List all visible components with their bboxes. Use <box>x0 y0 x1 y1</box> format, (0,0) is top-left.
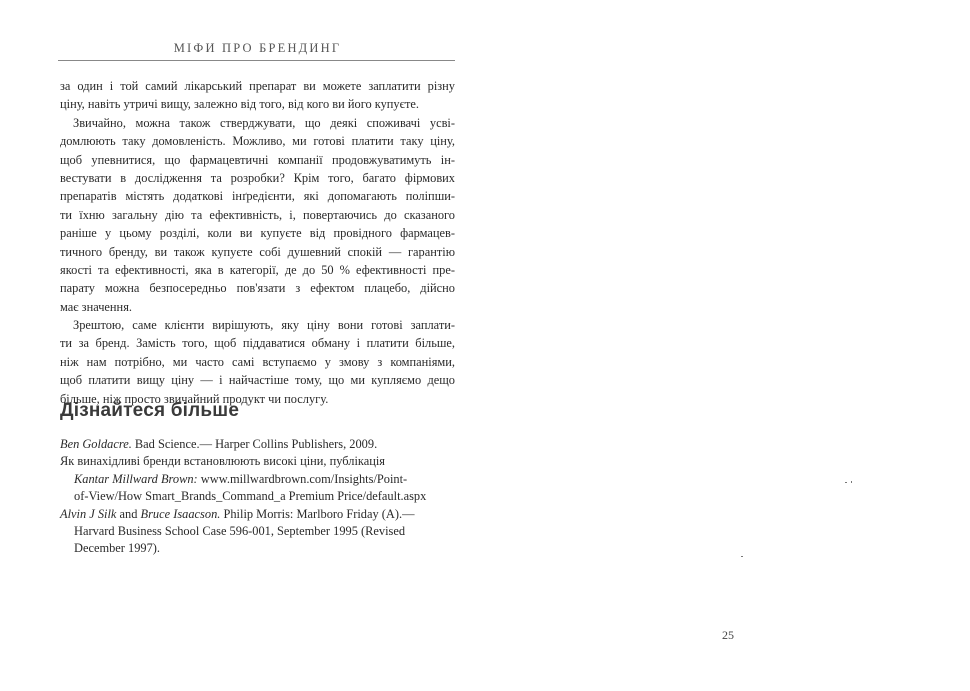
reference-author: Kantar Millward Brown: <box>74 471 198 486</box>
reference-author: Ben Goldacre. <box>60 437 132 451</box>
header-rule <box>58 60 455 61</box>
reference-text: Bad Science.— Harper Collins Publishers, 2009. <box>131 437 378 451</box>
text-line: парату можна безпосередньо пов'язати з ефектом плацебо, дійсно <box>60 281 455 296</box>
reference-item-continued <box>60 523 460 540</box>
text-line: ти їхню загальну дію та ефективність, і, повертаючись до сказаного <box>60 207 455 222</box>
scan-speck <box>741 556 743 557</box>
reference-item <box>60 506 460 523</box>
reference-text: and <box>116 506 141 521</box>
reference-url: of-View/How Smart_Brands_Command_a Premium Price/default.aspx <box>74 489 427 504</box>
reference-text: Як винахідливі бренди встановлюють високі ціни, публікація <box>60 454 386 469</box>
scan-speck <box>851 481 852 483</box>
text-line: раніше у цьому розділі, коли ви купуєте від провідного фармацев- <box>60 226 455 241</box>
text-line: за один і той самий лікарський препарат ви можете заплатити різну <box>60 79 455 93</box>
reference-item-continued <box>60 488 460 505</box>
text-line: щоб упевнитися, що фармацевтичні компанії продовжуватимуть ін- <box>60 152 455 167</box>
running-header: МІФИ ПРО БРЕНДИНГ <box>173 41 342 55</box>
text-line: ціну, навіть утричі вищу, залежно від того, від кого ви його купуєте. <box>60 97 419 112</box>
text-line: тичного бренду, ви також купуєте собі душевний спокій — гарантію <box>60 244 455 259</box>
scan-speck <box>845 482 847 483</box>
text-line: якості та ефективності, яка в категорії, де до 50 % ефективності пре- <box>60 262 455 277</box>
text-line: щоб платити вищу ціну — і найчастіше тому, що ми купляємо дещо <box>60 373 455 388</box>
text-line: більше, ніж просто звичайний продукт чи послугу. <box>60 391 329 406</box>
text-line: має значення. <box>60 299 132 314</box>
reference-item-continued <box>60 471 460 488</box>
reference-url: www.millwardbrown.com/Insights/Point- <box>197 471 408 486</box>
reference-item <box>60 453 460 470</box>
reference-text: December 1997). <box>74 541 161 556</box>
text-line: вестувати в дослідження та розробки? Крім того, багато фірмових <box>60 170 455 185</box>
reference-item-continued <box>60 540 460 557</box>
text-line: Звичайно, можна також стверджувати, що деякі споживачі усві- <box>73 115 455 130</box>
reference-text: Philip Morris: Marlboro Friday (A).— <box>220 506 415 521</box>
reference-text: Harvard Business School Case 596-001, September 1995 (Revised <box>74 523 406 538</box>
reference-author: Alvin J Silk <box>60 506 117 521</box>
text-line: ти за бренд. Замість того, щоб піддаватися обману і платити більше, <box>60 336 455 351</box>
text-line: домлюють таку домовленість. Можливо, ми готові платити таку ціну, <box>60 134 455 149</box>
text-line: ніж нам потрібно, ми часто самі вступаємо у змову з компаніями, <box>60 354 455 369</box>
reference-item <box>60 436 460 453</box>
page-number: 25 <box>722 628 734 642</box>
section-heading: Дізнайтеся більше <box>60 400 240 421</box>
reference-list <box>60 436 460 558</box>
text-line: Зрештою, саме клієнти вирішують, яку ціну вони готові заплати- <box>73 318 455 333</box>
reference-author: Bruce Isaacson. <box>140 506 221 521</box>
text-line: препаратів містять додаткові інґредієнти, які допомагають поліпши- <box>60 189 455 204</box>
body-text <box>60 77 455 408</box>
